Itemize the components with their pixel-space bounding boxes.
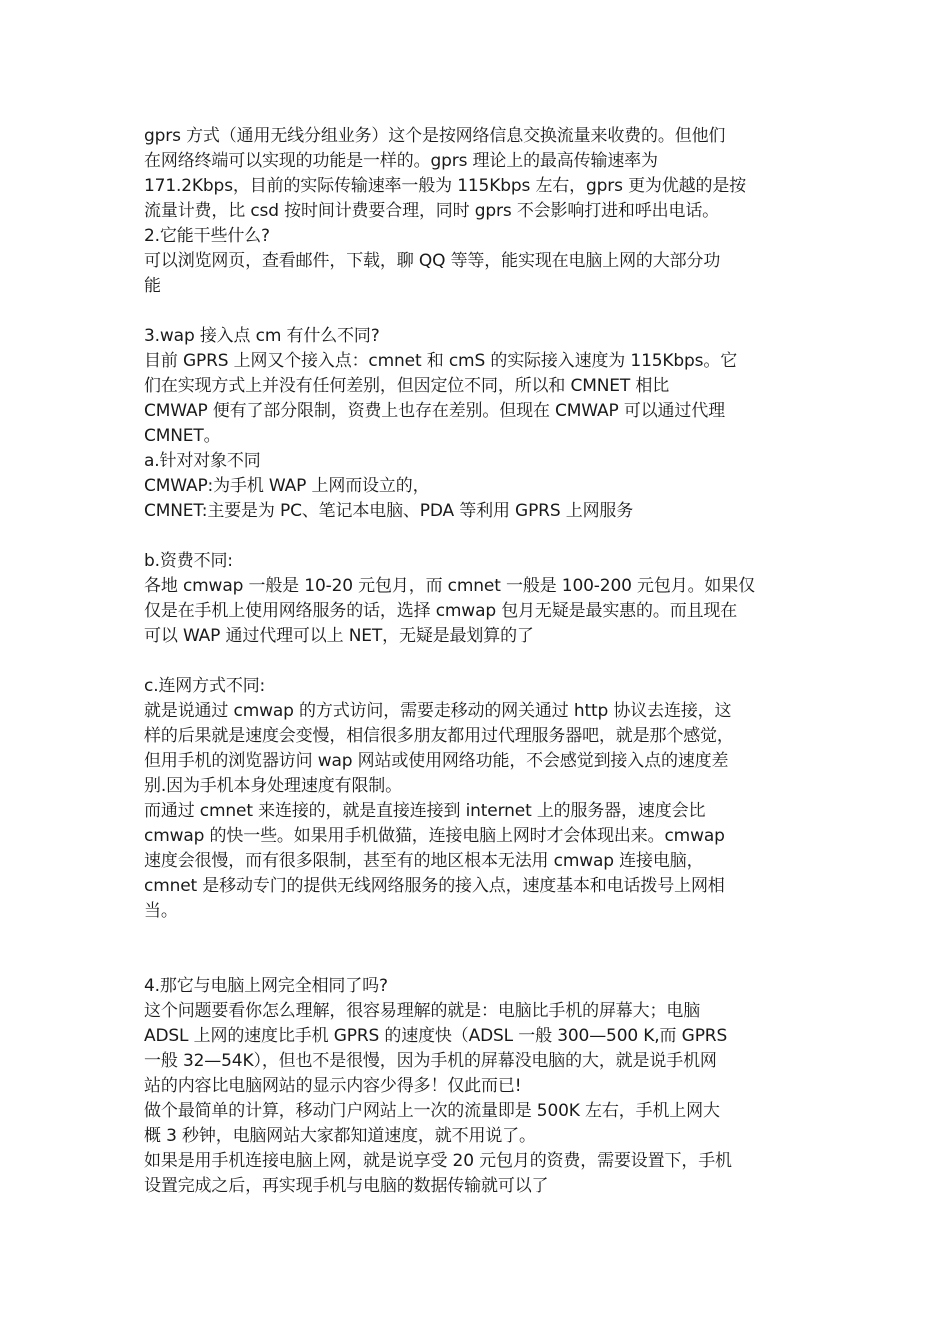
text-line: 站的内容比电脑网站的显示内容少得多！仅此而已! bbox=[144, 1076, 522, 1096]
text-line: CMNET:主要是为 PC、笔记本电脑、PDA 等利用 GPRS 上网服务 bbox=[144, 501, 634, 521]
text-line: 能 bbox=[144, 276, 161, 296]
text-line: 各地 cmwap 一般是 10-20 元包月，而 cmnet 一般是 100-200 元包月。如果仅 bbox=[144, 576, 755, 596]
text-line: 而通过 cmnet 来连接的，就是直接连接到 internet 上的服务器，速度会比 bbox=[144, 801, 706, 821]
paragraph-spacer bbox=[144, 299, 812, 324]
paragraph-spacer bbox=[144, 924, 812, 974]
text-line: 可以 WAP 通过代理可以上 NET，无疑是最划算的了 bbox=[144, 626, 534, 646]
text-line: 可以浏览网页，查看邮件，下载，聊 QQ 等等，能实现在电脑上网的大部分功 bbox=[144, 251, 721, 271]
text-line: 但用手机的浏览器访问 wap 网站或使用网络功能，不会感觉到接入点的速度差 bbox=[144, 751, 729, 771]
text-line: 流量计费，比 csd 按时间计费要合理，同时 gprs 不会影响打进和呼出电话。 bbox=[144, 201, 720, 221]
paragraph-spacer bbox=[144, 649, 812, 674]
text-line: 们在实现方式上并没有任何差别，但因定位不同，所以和 CMNET 相比 bbox=[144, 376, 670, 396]
text-line: CMWAP 便有了部分限制，资费上也存在差别。但现在 CMWAP 可以通过代理 bbox=[144, 401, 725, 421]
text-line: CMWAP:为手机 WAP 上网而设立的， bbox=[144, 476, 430, 496]
section-heading: 4.那它与电脑上网完全相同了吗? bbox=[144, 976, 388, 996]
sub-heading: b.资费不同: bbox=[144, 551, 233, 571]
text-line: 目前 GPRS 上网又个接入点：cmnet 和 cmS 的实际接入速度为 115Kbps。它 bbox=[144, 351, 738, 371]
text-line: 别.因为手机本身处理速度有限制。 bbox=[144, 776, 403, 796]
text-line: 概 3 秒钟，电脑网站大家都知道速度，就不用说了。 bbox=[144, 1126, 536, 1146]
sub-heading: a.针对对象不同 bbox=[144, 451, 261, 471]
text-line: gprs 方式（通用无线分组业务）这个是按网络信息交换流量来收费的。但他们 bbox=[144, 126, 726, 146]
text-line: 171.2Kbps，目前的实际传输速率一般为 115Kbps 左右，gprs 更为优越的是按 bbox=[144, 176, 747, 196]
text-line: 在网络终端可以实现的功能是一样的。gprs 理论上的最高传输速率为 bbox=[144, 151, 658, 171]
section-heading: 2.它能干些什么? bbox=[144, 226, 270, 246]
text-line: 就是说通过 cmwap 的方式访问，需要走移动的网关通过 http 协议去连接，这 bbox=[144, 701, 732, 721]
text-line: 如果是用手机连接电脑上网，就是说享受 20 元包月的资费，需要设置下，手机 bbox=[144, 1151, 732, 1171]
text-line: CMNET。 bbox=[144, 426, 221, 446]
document-page bbox=[144, 124, 812, 1199]
text-line: 仅是在手机上使用网络服务的话，选择 cmwap 包月无疑是最实惠的。而且现在 bbox=[144, 601, 738, 621]
text-line: 速度会很慢，而有很多限制，甚至有的地区根本无法用 cmwap 连接电脑， bbox=[144, 851, 704, 871]
text-line: 一般 32—54K），但也不是很慢，因为手机的屏幕没电脑的大，就是说手机网 bbox=[144, 1051, 717, 1071]
text-line: 当。 bbox=[144, 901, 178, 921]
text-line: 样的后果就是速度会变慢，相信很多朋友都用过代理服务器吧，就是那个感觉， bbox=[144, 726, 734, 746]
text-line: 设置完成之后，再实现手机与电脑的数据传输就可以了 bbox=[144, 1176, 549, 1196]
section-heading: 3.wap 接入点 cm 有什么不同? bbox=[144, 326, 380, 346]
text-line: 这个问题要看你怎么理解，很容易理解的就是：电脑比手机的屏幕大；电脑 bbox=[144, 1001, 701, 1021]
text-line: 做个最简单的计算，移动门户网站上一次的流量即是 500K 左右，手机上网大 bbox=[144, 1101, 720, 1121]
text-line: ADSL 上网的速度比手机 GPRS 的速度快（ADSL 一般 300—500 K,而 GPRS bbox=[144, 1026, 728, 1046]
text-line: cmnet 是移动专门的提供无线网络服务的接入点，速度基本和电话拨号上网相 bbox=[144, 876, 725, 896]
paragraph-spacer bbox=[144, 524, 812, 549]
sub-heading: c.连网方式不同: bbox=[144, 676, 266, 696]
text-line: cmwap 的快一些。如果用手机做猫，连接电脑上网时才会体现出来。cmwap bbox=[144, 826, 725, 846]
